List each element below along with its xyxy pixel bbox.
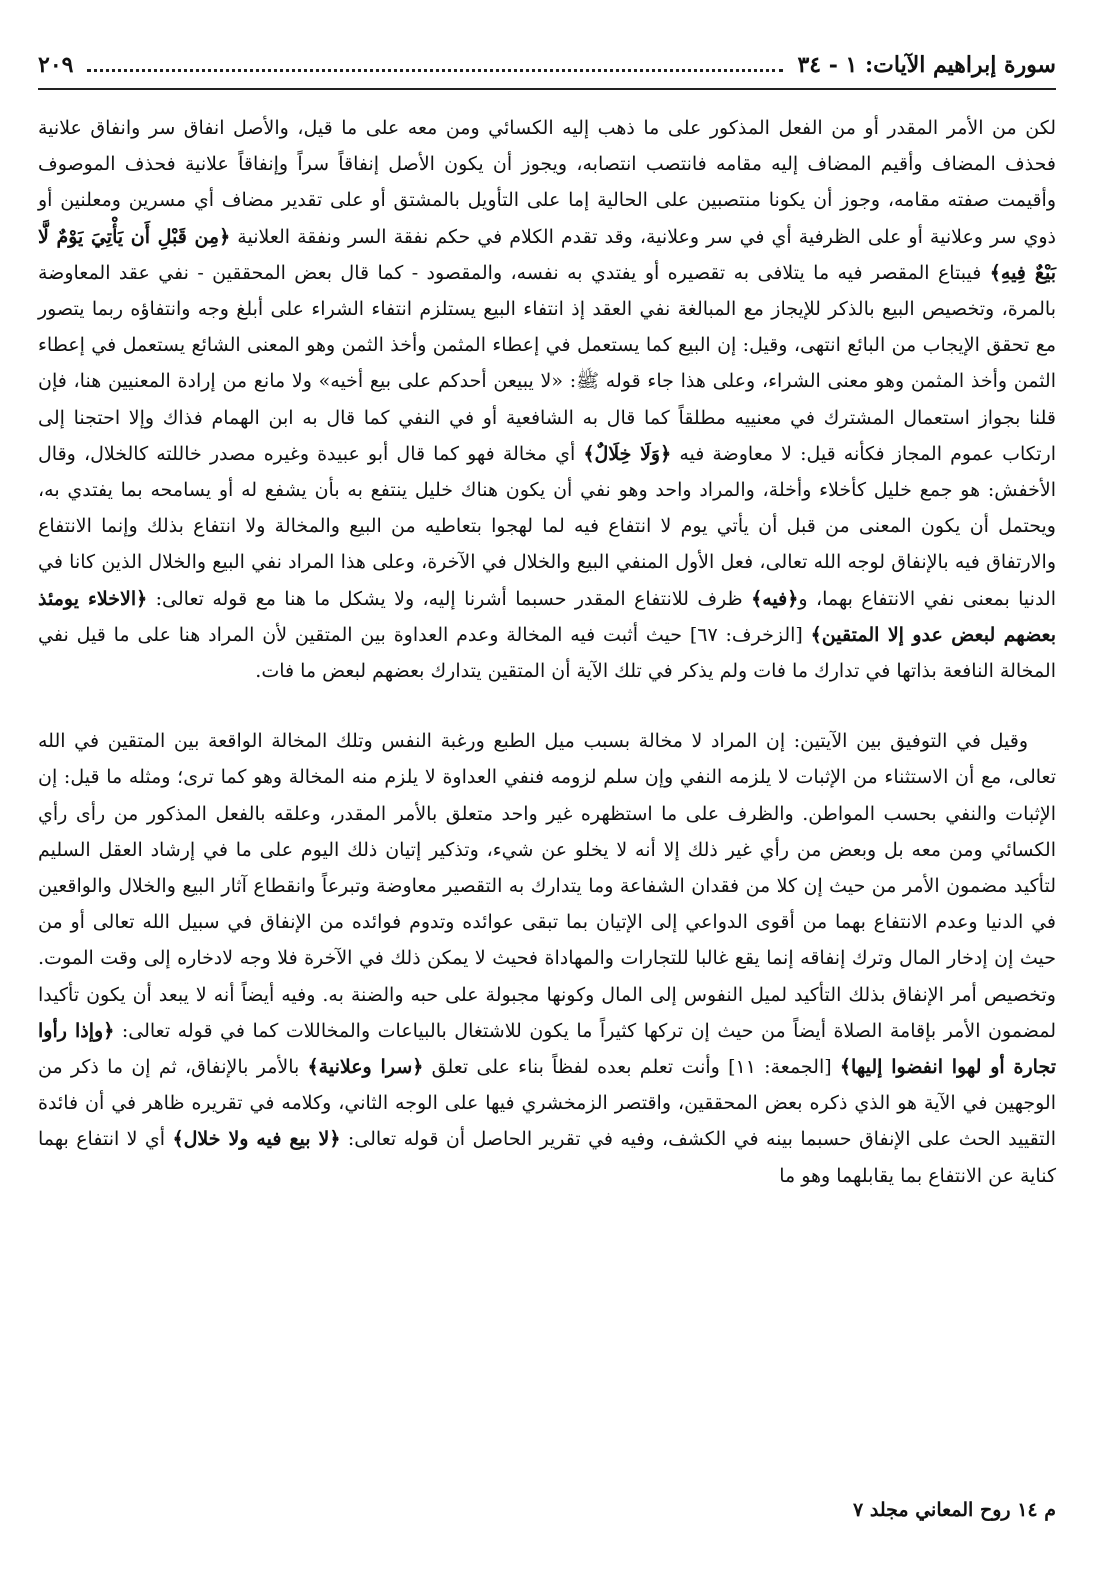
- quran-quote: ﴿فيه﴾: [751, 587, 799, 610]
- text-segment: وقيل في التوفيق بين الآيتين: إن المراد لا مخالة بسبب ميل الطبع ورغبة النفس وتلك المخالة الواقعة بين المتقين في الله تعالى، مع أن الاستثناء من الإثبات لا يلزمه النفي وإن سلم لزومه فنفي العداوة لا يلزم منه المخالة وهو كما ترى؛ ومثله ما قيل: إن الإثبات والنفي بحسب المواطن. والظرف على ما استظهره غير واحد متعلق بالأمر المقدر، وعلقه بالفعل المذكور من رأى رأي الكسائي ومن معه بل وبعض من رأي غير ذلك إلا أنه لا يخلو عن شيء، وتذكير إتيان ذلك اليوم على ما في إرشاد العقل السليم لتأكيد مضمون الأمر من حيث إن كلا من فقدان الشفاعة وما يتدارك به التقصير معاوضة وتبرعاً وانقطاع آثار البيع والخلال والواقعين في الدنيا وعدم الانتفاع بهما من أقوى الدواعي إلى الإتيان بما تبقى عوائده وتدوم فوائده من الإنفاق في سبيل الله تعالى أو من حيث إن إدخار المال وترك إنفاقه إنما يقع غالبا للتجارات والمهاداة فحيث لا يمكن ذلك في الآخرة فلا وجه لادخاره إلى وقت الموت. وتخصيص أمر الإنفاق بذلك التأكيد لميل النفوس إلى المال وكونها مجبولة على حبه والضنة به. وفيه أيضاً أنه لا يبعد أن يكون تأكيدا لمضمون الأمر بإقامة الصلاة أيضاً من حيث إن تركها كثيراً ما يكون للاشتغال بالبياعات والمخاللات كما في قوله تعالى:: [38, 730, 1056, 1042]
- quran-quote: ﴿الاخلاء يومئذ بعضهم لبعض عدو إلا المتقين﴾: [38, 587, 1056, 646]
- text-segment: أي لا انتفاع بهما كناية عن الانتفاع بما يقابلهما وهو ما: [38, 1128, 1056, 1187]
- quran-quote: ﴿مِن قَبْلِ أَن يَأْتِيَ يَوْمٌ لَّا بَيْعٌ فِيهِ﴾: [38, 225, 1056, 284]
- text-segment: [الجمعة: ١١] وأنت تعلم بعده لفظاً بناء على تعلق: [423, 1056, 840, 1079]
- paragraph-1: [38, 110, 1056, 689]
- surah-title: سورة إبراهيم الآيات: ١ - ٣٤: [797, 52, 1056, 78]
- paragraph-2: [38, 723, 1056, 1194]
- quran-quote: ﴿سرا وعلانية﴾: [307, 1056, 424, 1079]
- signature-mark: م ١٤ روح المعاني مجلد ٧: [853, 1499, 1056, 1521]
- text-segment: أي مخالة فهو كما قال أبو عبيدة وغيره مصدر خاللته كالخلال، وقال الأخفش: هو جمع خليل كأخلاء وأخلة، والمراد واحد وهو نفي أن يكون هناك خليل ينتفع به بأن يشفع له أو يسامحه بما يفتدي به، ويحتمل أن يكون المعنى من قبل أن يأتي يوم لا انتفاع فيه لما لهجوا بتعاطيه من البيع والمخالة ولا انتفاع بذلك وإنما الانتفاع والارتفاق فيه بالإنفاق لوجه الله تعالى، فعل الأول المنفي البيع والخلال في الآخرة، وعلى هذا المراد نفي البيع والخلال الذين كانا في الدنيا بمعنى نفي الانتفاع بهما، و: [38, 442, 1056, 610]
- text-segment: ظرف للانتفاع المقدر حسبما أشرنا إليه، ولا يشكل ما هنا مع قوله تعالى:: [147, 587, 752, 610]
- quran-quote: ﴿وَلَا خِلَالٌ﴾: [583, 442, 672, 465]
- running-head: [38, 36, 1056, 76]
- page-number: ٢٠٩: [38, 52, 74, 78]
- header-rule: [38, 88, 1056, 90]
- quran-quote: ﴿وإذا رأوا تجارة أو لهوا انفضوا إليها﴾: [38, 1019, 1057, 1079]
- quran-quote: ﴿لا بيع فيه ولا خلال﴾: [172, 1128, 341, 1151]
- text-segment: فيبتاع المقصر فيه ما يتلافى به تقصيره أو يفتدي به نفسه، والمقصود - كما قال بعض المحققين - نفي عقد المعاوضة بالمرة، وتخصيص البيع بالذكر للإيجاز مع المبالغة نفي العقد إذ انتفاء البيع يستلزم انتفاء الشراء على أبلغ وجه وانتفاؤه ربما يتصور مع تحقق الإيجاب من البائع انتهى، وقيل: إن البيع كما يستعمل في إعطاء المثمن وأخذ الثمن وهو المعنى الشائع يستعمل في إعطاء الثمن وأخذ المثمن وهو معنى الشراء، وعلى هذا جاء قوله ﷺ: «لا يبيعن أحدكم على بيع أخيه» ولا مانع من إرادة المعنيين هنا، فإن قلنا بجواز استعمال المشترك في معنييه مطلقاً كما قال به الشافعية أو في النفي كما قال به ابن الهمام فذاك وإلا احتجنا إلى ارتكاب عموم المجاز فكأنه قيل: لا معاوضة فيه: [38, 261, 1056, 465]
- leader-dots: [87, 68, 783, 72]
- text-segment: [الزخرف: ٦٧] حيث أثبت فيه المخالة وعدم العداوة بين المتقين لأن المراد هنا على ما قيل نفي المخالة النافعة بذاتها في تدارك ما فات ولم يذكر في تلك الآية أن المتقين يتدارك بعضهم لبعض ما فات.: [38, 623, 1056, 683]
- text-segment: بالأمر بالإنفاق، ثم إن ما ذكر من الوجهين في الآية هو الذي ذكره بعض المحققين، واقتصر الزمخشري فيها على الوجه الثاني، وكلامه في تقريره ظاهر في أن فائدة التقييد الحث على الإنفاق حسبما بينه في الكشف، وفيه في تقرير الحاصل أن قوله تعالى:: [38, 1056, 1056, 1151]
- text-segment: لكن من الأمر المقدر أو من الفعل المذكور على ما ذهب إليه الكسائي ومن معه على ما قيل، والأصل انفاق سر وانفاق علانية فحذف المضاف وأقيم المضاف إليه مقامه فانتصب انتصابه، ويجوز أن يكون الأصل إنفاقاً سراً وإنفاقاً علانية فحذف الموصوف وأقيمت صفته مقامه، وجوز أن يكونا منتصبين على الحالية إما على التأويل بالمشتق أو على تقدير مضاف أي مسرين ومعلنين أو ذوي سر وعلانية أو على الظرفية أي في سر وعلانية، وقد تقدم الكلام في حكم نفقة السر ونفقة العلانية: [38, 117, 1056, 248]
- book-page: [38, 36, 1056, 1536]
